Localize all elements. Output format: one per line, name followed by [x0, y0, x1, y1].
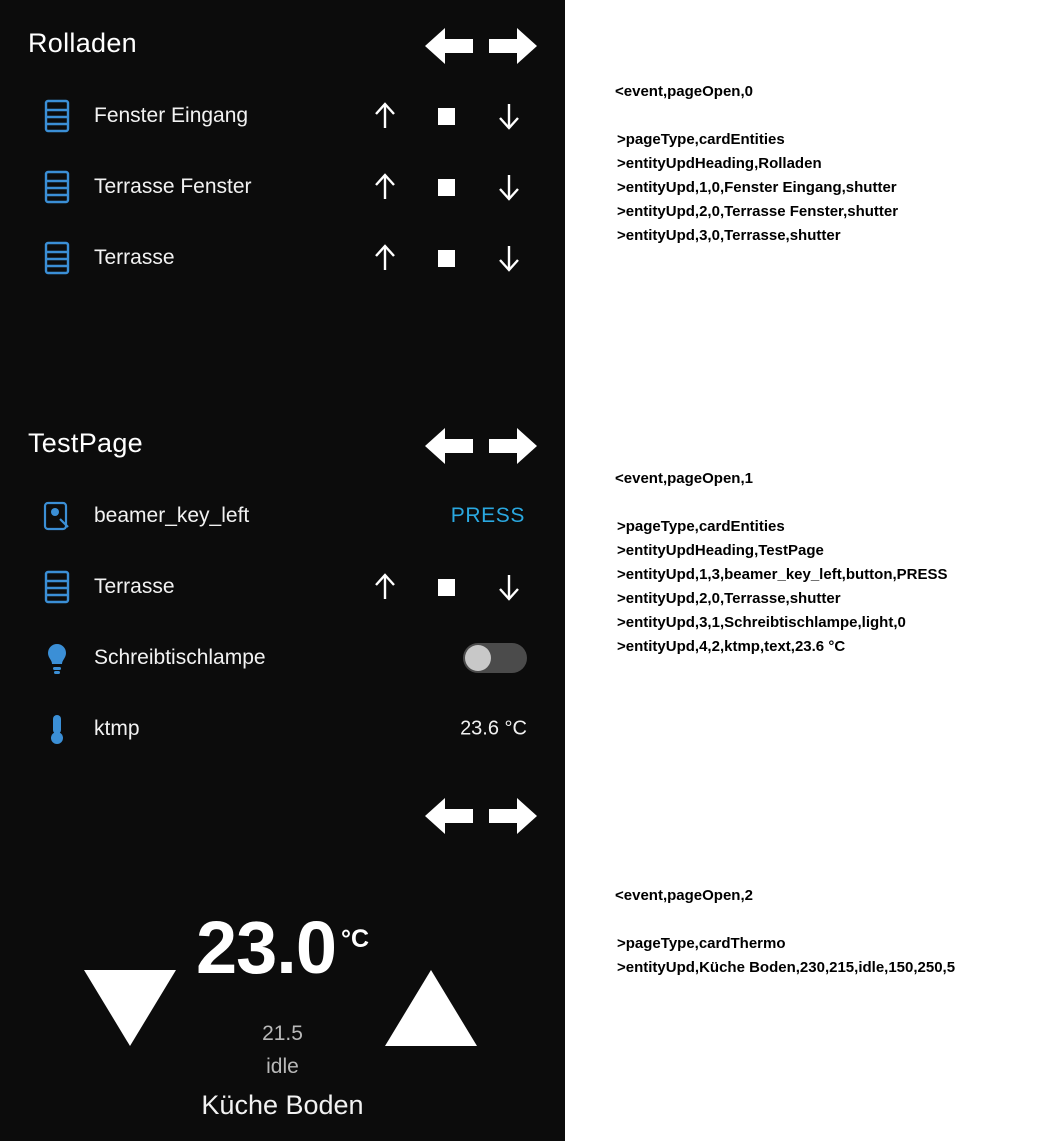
shutter-up-icon[interactable] — [367, 169, 403, 205]
shutter-up-icon[interactable] — [367, 569, 403, 605]
shutter-down-icon[interactable] — [491, 240, 527, 276]
list-item[interactable] — [0, 693, 565, 764]
log-event-line: <event,pageOpen,0 — [615, 83, 753, 100]
log-line: >entityUpd,3,0,Terrasse,shutter — [617, 227, 841, 244]
log-line: >pageType,cardThermo — [617, 935, 786, 952]
button-icon — [42, 499, 72, 533]
next-page-arrow-icon[interactable] — [487, 796, 539, 836]
entity-value: 23.6 °C — [460, 717, 527, 739]
card-entities-testpage — [0, 400, 565, 770]
shutter-controls — [367, 98, 527, 134]
thermostat-state: idle — [266, 1055, 299, 1078]
target-temperature: 21.5 — [262, 1022, 303, 1045]
log-line: >entityUpd,Küche Boden,230,215,idle,150,250,5 — [617, 959, 956, 976]
card-entities-rolladen — [0, 0, 565, 400]
log-line: >entityUpd,1,3,beamer_key_left,button,PRESS — [617, 566, 948, 583]
log-block — [565, 467, 1045, 659]
prev-page-arrow-icon[interactable] — [423, 426, 475, 466]
shutter-down-icon[interactable] — [491, 98, 527, 134]
log-line: >pageType,cardEntities — [617, 131, 785, 148]
list-item[interactable] — [0, 622, 565, 693]
list-item[interactable] — [0, 551, 565, 622]
prev-page-arrow-icon[interactable] — [423, 796, 475, 836]
temperature-unit: °C — [340, 925, 370, 953]
log-line: >entityUpd,4,2,ktmp,text,23.6 °C — [617, 638, 846, 655]
entity-label: Fenster Eingang — [94, 103, 249, 127]
shutter-down-icon[interactable] — [491, 569, 527, 605]
shutter-stop-icon[interactable] — [429, 569, 465, 605]
current-temperature-value: 23.0 — [195, 906, 336, 989]
card-thermo — [0, 770, 565, 1141]
log-event-line: <event,pageOpen,2 — [615, 887, 753, 904]
card-header — [0, 0, 565, 80]
list-item[interactable] — [0, 480, 565, 551]
thermo-body — [0, 850, 565, 1141]
log-event-line: <event,pageOpen,1 — [615, 470, 753, 487]
entity-label: Terrasse — [94, 574, 175, 598]
list-item[interactable] — [0, 222, 565, 293]
shutter-icon — [42, 241, 72, 275]
bulb-icon — [42, 641, 72, 675]
page-title: Rolladen — [28, 28, 137, 58]
shutter-icon — [42, 170, 72, 204]
card-header — [0, 770, 565, 850]
shutter-stop-icon[interactable] — [429, 169, 465, 205]
entity-label: Schreibtischlampe — [94, 645, 266, 669]
shutter-up-icon[interactable] — [367, 98, 403, 134]
thermostat-name: Küche Boden — [201, 1090, 364, 1120]
nav-arrows — [423, 426, 539, 466]
prev-page-arrow-icon[interactable] — [423, 26, 475, 66]
toggle-knob — [465, 645, 491, 671]
entity-label: ktmp — [94, 716, 140, 740]
log-line: >pageType,cardEntities — [617, 518, 785, 535]
log-block — [565, 884, 1045, 980]
shutter-stop-icon[interactable] — [429, 240, 465, 276]
entity-label: Terrasse Fenster — [94, 174, 252, 198]
log-line: >entityUpd,1,0,Fenster Eingang,shutter — [617, 179, 897, 196]
shutter-stop-icon[interactable] — [429, 98, 465, 134]
shutter-icon — [42, 99, 72, 133]
card-header — [0, 400, 565, 480]
list-item[interactable] — [0, 80, 565, 151]
log-block — [565, 80, 1045, 248]
press-button[interactable]: PRESS — [450, 503, 525, 527]
shutter-controls — [367, 569, 527, 605]
shutter-up-icon[interactable] — [367, 240, 403, 276]
thermometer-icon — [42, 712, 72, 746]
shutter-down-icon[interactable] — [491, 169, 527, 205]
entity-label: Terrasse — [94, 245, 175, 269]
log-line: >entityUpd,3,1,Schreibtischlampe,light,0 — [617, 614, 906, 631]
shutter-controls — [367, 169, 527, 205]
log-line: >entityUpd,2,0,Terrasse,shutter — [617, 590, 841, 607]
entity-label: beamer_key_left — [94, 503, 250, 527]
next-page-arrow-icon[interactable] — [487, 426, 539, 466]
nav-arrows — [423, 26, 539, 66]
light-toggle-switch[interactable] — [463, 643, 527, 673]
page-title: TestPage — [28, 428, 143, 458]
current-temperature — [0, 905, 565, 990]
log-line: >entityUpdHeading,TestPage — [617, 542, 824, 559]
shutter-icon — [42, 570, 72, 604]
nav-arrows — [423, 796, 539, 836]
next-page-arrow-icon[interactable] — [487, 26, 539, 66]
serial-log-panel — [565, 0, 1045, 1141]
shutter-controls — [367, 240, 527, 276]
log-line: >entityUpd,2,0,Terrasse Fenster,shutter — [617, 203, 899, 220]
log-line: >entityUpdHeading,Rolladen — [617, 155, 822, 172]
list-item[interactable] — [0, 151, 565, 222]
